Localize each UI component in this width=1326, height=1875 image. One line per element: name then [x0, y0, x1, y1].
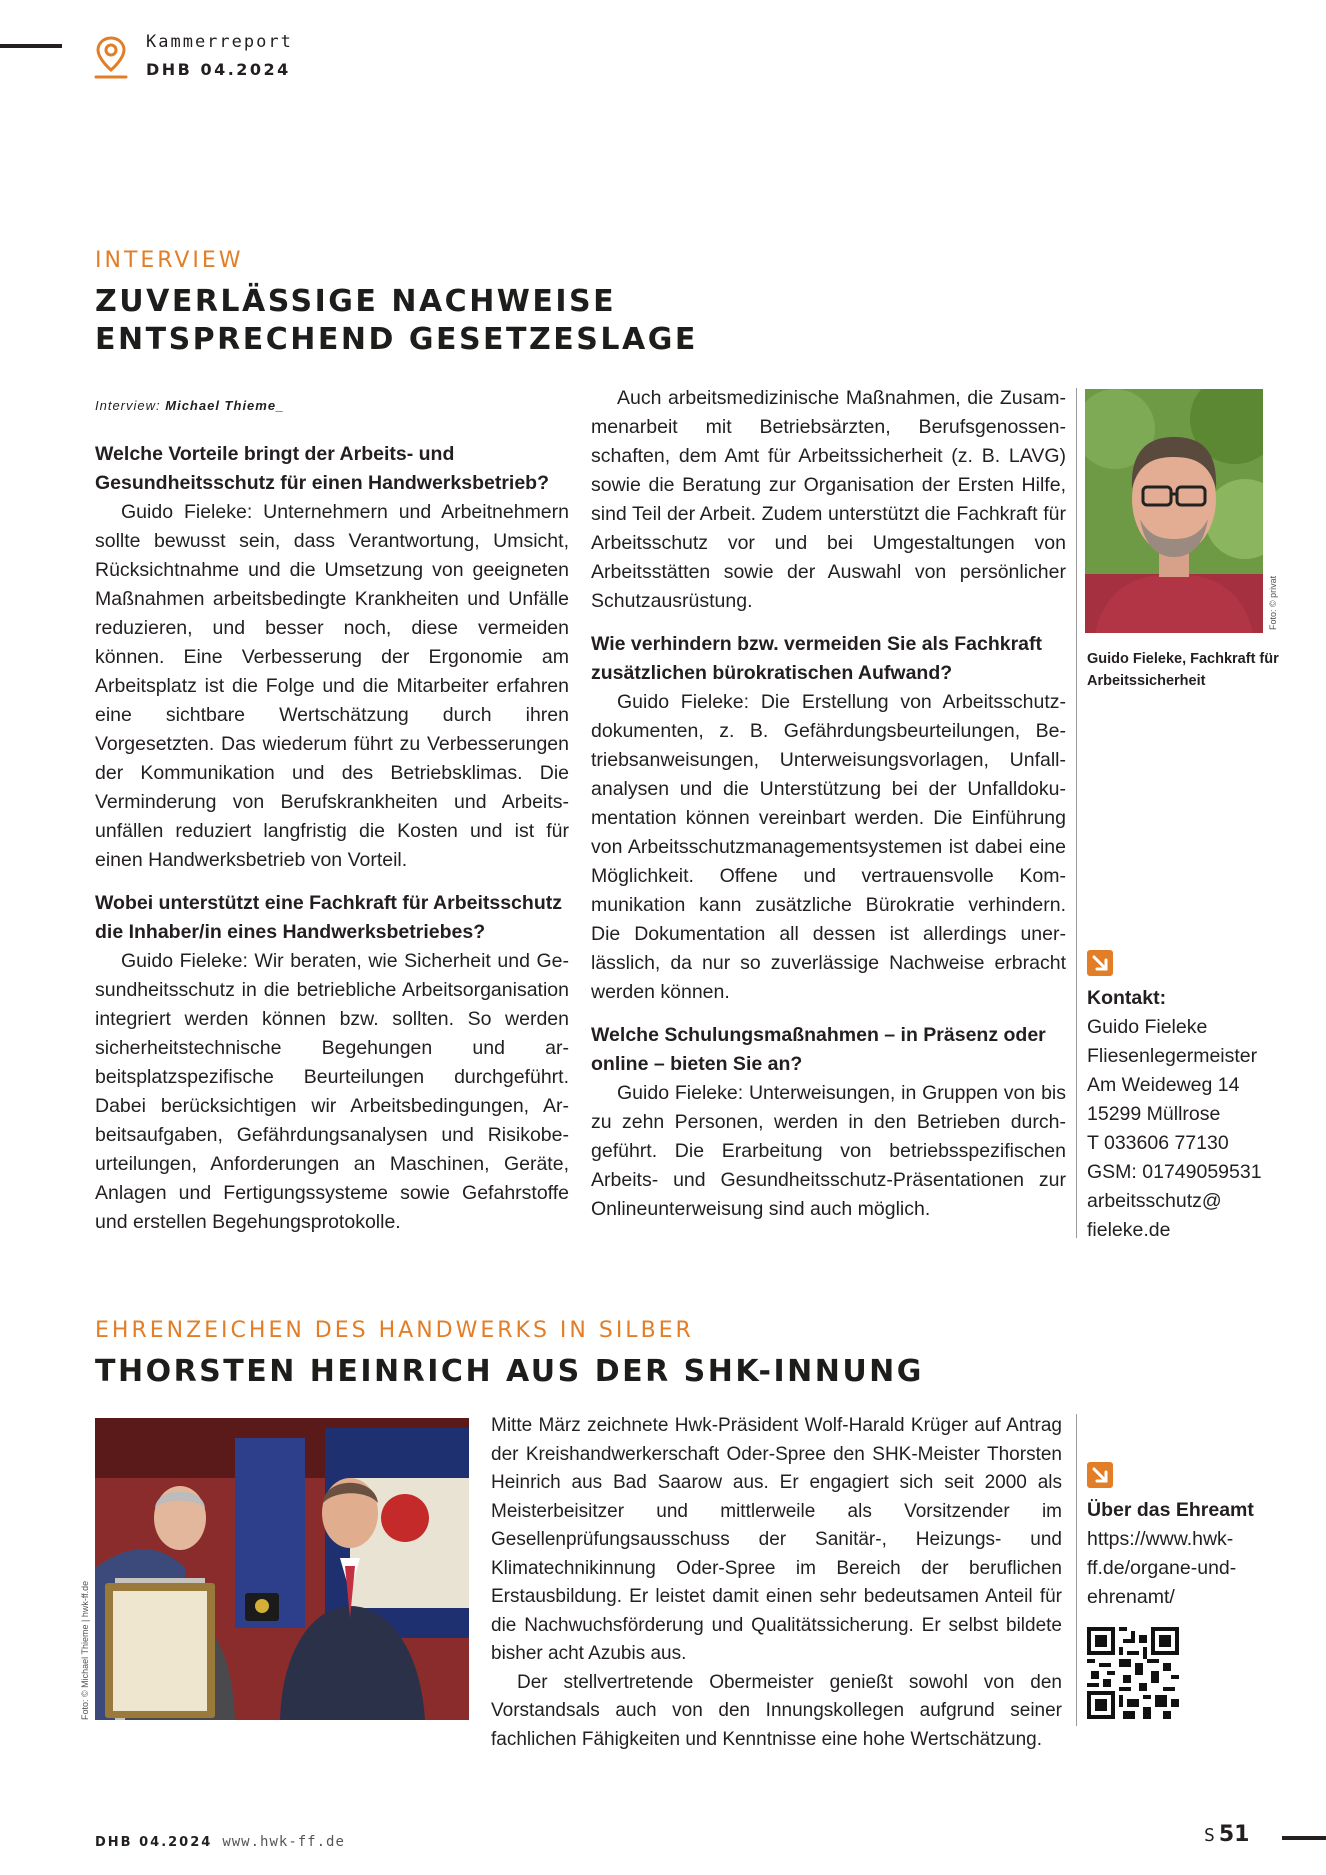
header-rule	[0, 44, 62, 48]
answer-3: Guido Fieleke: Die Erstellung von Arbeitsschutzdokumenten, z. B. Gefährdungsbeurteilungen, Betriebsanweisungen, Unterweisungsvorlagen, Unfallanalysen und die Unterstützung bei der Unfalldokumentation können vereinbart werden. Die Einführung von Arbeitsschutzmanagementsystemen ist dabei eine Möglichkeit. Offene und vertrauensvolle Kommunikation kann zusätzliche Bürokratie verhindern. Die Dokumentation all dessen ist allerdings unerlässlich, da nur so zuverlässige Nachweise erbracht werden können.	[591, 691, 1066, 1003]
qr-code-icon[interactable]	[1087, 1627, 1179, 1719]
article1-column-right	[591, 384, 1066, 1224]
page-num: 51	[1218, 1822, 1250, 1847]
header-issue: DHB 04.2024	[146, 60, 291, 79]
contact-name: Guido Fieleke	[1087, 1016, 1208, 1038]
contact-email-user[interactable]: arbeitsschutz@	[1087, 1190, 1222, 1212]
article1-title-line1: ZUVERLÄSSIGE NACHWEISE	[95, 284, 617, 319]
footer-rule	[1282, 1836, 1326, 1840]
ehrenamt-label: Über das Ehreamt	[1087, 1499, 1254, 1521]
article2-paragraph-2: Der stellvertretende Obermeister genießt sowohl von den Vorstandsals auch von den Innungskollegen aufgrund seiner fachlichen Fähigkeiten und Kenntnisse eine hohe Wertschätzung.	[491, 1671, 1062, 1750]
answer-2: Guido Fieleke: Wir beraten, wie Sicherheit und Gesundheitsschutz in die betriebliche Arbeitsorganisation integriert werden können bzw. sollten. So werden sicherheitstechnische Begehungen und arbeitsplatzspezifische Beurteilungen durchgeführt. Dabei berücksichtigen wir Arbeitsbedingungen, Arbeitsaufgaben, Gefährdungsanalysen und Risikobeurteilungen, Anforderungen an Maschinen, Geräte, Anlagen und Fertigungssysteme sowie Gefahrstoffe und erstellen Begehungsprotokolle.	[95, 950, 569, 1233]
article1-title-line2: ENTSPRECHEND GESETZESLAGE	[95, 322, 698, 357]
award-photo-credit: Foto: © Michael Thieme | hwk-ff.de	[80, 1580, 90, 1720]
location-pin-icon	[92, 34, 130, 80]
footer-left	[95, 1833, 345, 1850]
contact-city: 15299 Müllrose	[1087, 1103, 1221, 1125]
answer-2-continued: Auch arbeitsmedizinische Maßnahmen, die Zusammenarbeit mit Betriebsärzten, Berufsgenossenschaften, dem Amt für Arbeitssicherheit (z. B. LAVG) sowie die Beratung zur Organisation der Ersten Hilfe, sind Teil der Arbeit. Zudem unterstützt die Fachkraft für Arbeitsschutz vor und bei Umgestaltungen von Arbeitsstätten sowie der Auswahl von persönlicher Schutzausrüstung.	[591, 387, 1066, 612]
portrait-photo-credit: Foto: © privat	[1268, 575, 1278, 630]
article1-column-left	[95, 391, 569, 1237]
contact-street: Am Weideweg 14	[1087, 1074, 1240, 1096]
portrait-caption: Guido Fieleke, Fachkraft für Arbeitssicherheit	[1087, 651, 1279, 689]
contact-block	[1087, 984, 1287, 1245]
contact-title: Fliesenlegermeister	[1087, 1045, 1258, 1067]
ehrenamt-url-line-3[interactable]: ehrenamt/	[1087, 1586, 1175, 1608]
article1-kicker: INTERVIEW	[95, 248, 244, 273]
answer-4: Guido Fieleke: Unterweisungen, in Gruppen von bis zu zehn Personen, werden in den Betrieben durchgeführt. Die Erarbeitung von betriebsspezifischen Arbeits- und Gesundheitsschutz-Präsentationen zur Onlineunterweisung sind auch möglich.	[591, 1082, 1066, 1220]
question-2: Wobei unterstützt eine Fachkraft für Arbeitsschutz die Inhaber/in eines Handwerksbetriebes?	[95, 892, 562, 943]
question-3: Wie verhindern bzw. vermeiden Sie als Fachkraft zusätzlichen bürokratischen Aufwand?	[591, 633, 1043, 684]
arrow-right-icon	[1087, 950, 1113, 976]
article2-kicker: EHRENZEICHEN DES HANDWERKS IN SILBER	[95, 1318, 694, 1343]
interview-credit: Interview: Michael Thieme_	[95, 398, 285, 413]
portrait-photo	[1085, 389, 1263, 633]
arrow-right-icon	[1087, 1462, 1113, 1488]
sidebar-divider-2	[1076, 1414, 1077, 1726]
contact-phone: T 033606 77130	[1087, 1132, 1229, 1154]
ehrenamt-url-line-2[interactable]: ff.de/organe-und-	[1087, 1557, 1237, 1579]
contact-email-domain[interactable]: fieleke.de	[1087, 1219, 1171, 1241]
ehrenamt-link-block	[1087, 1496, 1287, 1612]
contact-mobile: GSM: 01749059531	[1087, 1161, 1262, 1183]
question-4: Welche Schulungsmaßnahmen – in Präsenz oder online – bieten Sie an?	[591, 1024, 1046, 1075]
page-number	[1204, 1822, 1249, 1847]
article2-title: THORSTEN HEINRICH AUS DER SHK-INNUNG	[95, 1354, 924, 1389]
ehrenamt-url-line-1[interactable]: https://www.hwk-	[1087, 1528, 1234, 1550]
contact-label: Kontakt:	[1087, 987, 1167, 1009]
header-section: Kammerreport	[146, 32, 293, 52]
article2-body	[491, 1412, 1062, 1754]
footer-issue: DHB 04.2024	[95, 1835, 213, 1850]
footer-url[interactable]: www.hwk-ff.de	[222, 1834, 345, 1850]
answer-1: Guido Fieleke: Unternehmern und Arbeitnehmern sollte bewusst sein, dass Verantwortung, Umsicht, Rücksichtnahme und die Umsetzung von geeigneten Maßnahmen arbeitsbedingte Krankheiten und Unfälle reduzieren, und besser noch, diese vermeiden können. Eine Verbesserung der Ergonomie am Arbeitsplatz ist die Folge und die Mitarbeiter erfahren eine sichtbare Wertschätzung durch ihren Vorgesetzten. Das wiederum führt zu Verbesserungen der Kommunikation und des Betriebsklimas. Die Verminderung von Berufskrankheiten und Arbeitsunfällen reduziert langfristig die Kosten und ist für einen Handwerksbetrieb von Vorteil.	[95, 501, 569, 871]
page-prefix: S	[1204, 1825, 1215, 1846]
question-1: Welche Vorteile bringt der Arbeits- und Gesundheitsschutz für einen Handwerksbetrieb?	[95, 443, 550, 494]
award-photo	[95, 1418, 469, 1720]
article2-paragraph-1: Mitte März zeichnete Hwk-Präsident Wolf-Harald Krüger auf Antrag der Kreishandwerkerschaft Oder-Spree den SHK-Meister Thorsten Heinrich aus Bad Saarow aus. Er engagiert sich seit 2000 als Meisterbeisitzer und mittlerweile als Vorsitzender im Gesellenprüfungsausschuss der Sanitär-, Heizungs- und Klimatechnikinnung Oder-Spree im Bereich der beruflichen Erstausbildung. Er leistet damit einen sehr bedeutsamen Anteil für die Nachwuchsförderung und Qualitätssicherung. Er selbst bildete bisher acht Azubis aus.	[491, 1415, 1062, 1664]
sidebar-divider	[1076, 388, 1077, 1238]
